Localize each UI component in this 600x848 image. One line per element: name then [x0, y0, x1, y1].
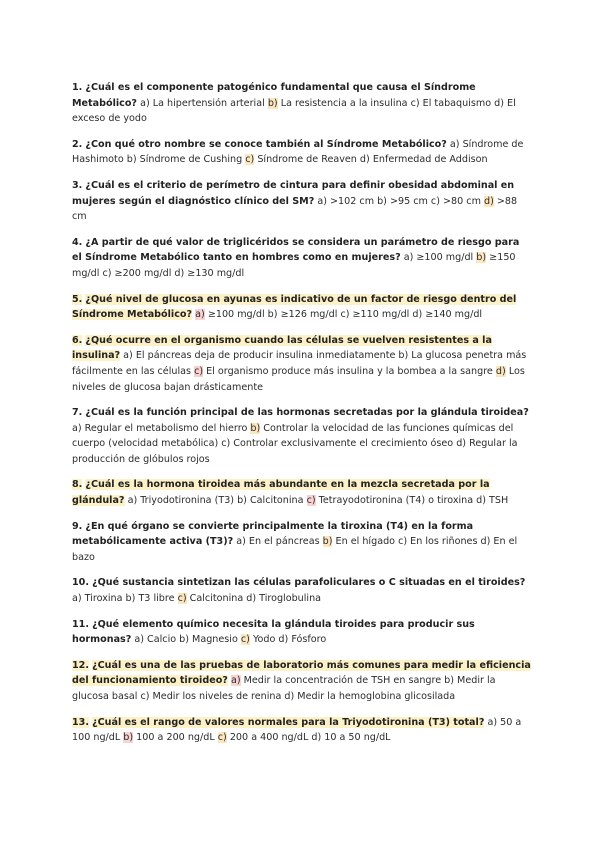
option-text: >88 cm: [72, 195, 518, 223]
question-number: 5.: [72, 293, 83, 305]
option-letter-highlight: b): [322, 536, 333, 548]
question-5: [72, 292, 532, 323]
question-stem: ¿Cuál es una de las pruebas de laboratorio más comunes para medir la eficiencia del funcionamiento tiroideo?: [72, 659, 531, 687]
question-11: [72, 617, 532, 648]
question-stem: ¿Cuál es el componente patogénico fundamental que causa el Síndrome Metabólico?: [72, 82, 476, 109]
question-number: 11.: [72, 618, 89, 630]
option-text: a) >102 cm b) >95 cm c) >80 cm: [317, 195, 481, 207]
question-stem: ¿En qué órgano se convierte principalmente la tiroxina (T4) en la forma metabólicamente activa (T3)?: [72, 520, 474, 548]
option-text: En el hígado c) En los riñones d) En el bazo: [72, 536, 518, 563]
option-text: ≥100 mg/dl b) ≥126 mg/dl c) ≥110 mg/dl d) ≥140 mg/dl: [207, 309, 483, 321]
option-letter-highlight: c): [240, 634, 250, 646]
option-letter-highlight: d): [495, 365, 506, 377]
option-text: 100 a 200 ng/dL: [136, 732, 215, 744]
option-text: Síndrome de Reaven d) Enfermedad de Addison: [257, 154, 488, 166]
option-text: a) 50 a 100 ng/dL: [72, 716, 522, 744]
question-stem: ¿Cuál es el criterio de perímetro de cintura para definir obesidad abdominal en mujeres según el diagnóstico clínico del SM?: [72, 179, 515, 207]
question-number: 10.: [72, 577, 89, 589]
question-stem: ¿Qué elemento químico necesita la glándula tiroides para producir sus hormonas?: [72, 618, 475, 646]
question-stem: ¿Cuál es el rango de valores normales para la Triyodotironina (T3) total?: [92, 716, 485, 728]
question-3: [72, 178, 532, 225]
option-text: La resistencia a la insulina c) El tabaquismo d) El exceso de yodo: [72, 97, 516, 125]
option-letter-highlight: c): [217, 732, 227, 744]
option-letter-highlight: b): [267, 97, 278, 109]
question-8: [72, 477, 532, 508]
question-number: 7.: [72, 407, 83, 419]
question-stem: ¿A partir de qué valor de triglicéridos se considera un parámetro de riesgo para el Síndrome Metabólico tanto en hombres como en mujeres?: [72, 236, 520, 264]
question-number: 4.: [72, 236, 83, 248]
option-letter-highlight: a): [195, 309, 205, 321]
option-letter-highlight: c): [194, 365, 204, 377]
option-text: Los niveles de glucosa bajan drásticamente: [72, 365, 525, 393]
option-text: ≥150 mg/dl c) ≥200 mg/dl d) ≥130 mg/dl: [72, 252, 516, 279]
question-number: 12.: [72, 659, 89, 671]
option-text: a) El páncreas deja de producir insulina inmediatamente b) La glucosa penetra más fácilmente en las células: [72, 350, 527, 377]
question-number: 8.: [72, 479, 83, 491]
option-text: a) ≥100 mg/dl: [403, 252, 474, 264]
option-text: Calcitonina d) Tiroglobulina: [189, 593, 322, 605]
question-2: [72, 137, 532, 168]
option-letter-highlight: c): [245, 154, 255, 166]
question-4: [72, 235, 532, 282]
option-text: a) Tiroxina b) T3 libre: [72, 593, 175, 605]
option-letter-highlight: a): [230, 675, 241, 687]
question-9: [72, 519, 532, 566]
question-1: [72, 80, 532, 127]
question-13: [72, 715, 532, 746]
option-text: a) La hipertensión arterial: [140, 97, 265, 109]
option-letter-highlight: c): [306, 495, 316, 507]
question-10: [72, 575, 532, 606]
question-stem: ¿Cuál es la hormona tiroidea más abundante en la mezcla secretada por la glándula?: [72, 479, 490, 507]
option-letter-highlight: b): [476, 252, 487, 264]
question-6: [72, 333, 532, 395]
option-letter-highlight: d): [483, 195, 494, 207]
question-stem: ¿Con qué otro nombre se conoce también al Síndrome Metabólico?: [85, 138, 447, 150]
option-text: a) En el páncreas: [236, 536, 320, 548]
question-stem: ¿Qué sustancia sintetizan las células parafoliculares o C situadas en el tiroides?: [92, 577, 526, 589]
question-number: 1.: [72, 82, 83, 93]
question-7: [72, 405, 532, 467]
option-letter-highlight: b): [250, 422, 261, 434]
question-number: 3.: [72, 179, 83, 191]
option-text: a) Síndrome de Hashimoto b) Síndrome de Cushing: [72, 138, 524, 166]
question-stem: ¿Qué ocurre en el organismo cuando las células se vuelven resistentes a la insulina?: [72, 334, 492, 362]
option-text: Medir la concentración de TSH en sangre b) Medir la glucosa basal c) Medir los niveles de renina d) Medir la hemoglobina glicosilada: [72, 675, 496, 702]
question-stem: ¿Cuál es la función principal de las hormonas secretadas por la glándula tiroidea?: [85, 407, 529, 419]
option-text: 200 a 400 ng/dL d) 10 a 50 ng/dL: [229, 732, 391, 744]
option-text: Yodo d) Fósforo: [252, 634, 327, 646]
option-text: Tetrayodotironina (T4) o tiroxina d) TSH: [318, 495, 509, 507]
option-text: a) Triyodotironina (T3) b) Calcitonina: [127, 495, 304, 507]
option-text: a) Calcio b) Magnesio: [134, 634, 238, 646]
question-number: 6.: [72, 334, 83, 346]
document-page: [72, 80, 532, 756]
option-text: Controlar la velocidad de las funciones químicas del cuerpo (velocidad metabólica) c) Controlar exclusivamente el crecimiento óseo d) Regular la producción de glóbulos rojos: [72, 422, 518, 465]
option-text: El organismo produce más insulina y la bombea a la sangre: [206, 365, 493, 377]
question-number: 13.: [72, 716, 89, 728]
question-12: [72, 658, 532, 705]
question-number: 2.: [72, 138, 83, 150]
option-letter-highlight: b): [123, 732, 134, 744]
question-number: 9.: [72, 520, 83, 532]
option-letter-highlight: c): [177, 593, 187, 605]
question-stem: ¿Qué nivel de glucosa en ayunas es indicativo de un factor de riesgo dentro del Síndrome Metabólico?: [72, 293, 517, 321]
option-text: a) Regular el metabolismo del hierro: [72, 422, 248, 434]
